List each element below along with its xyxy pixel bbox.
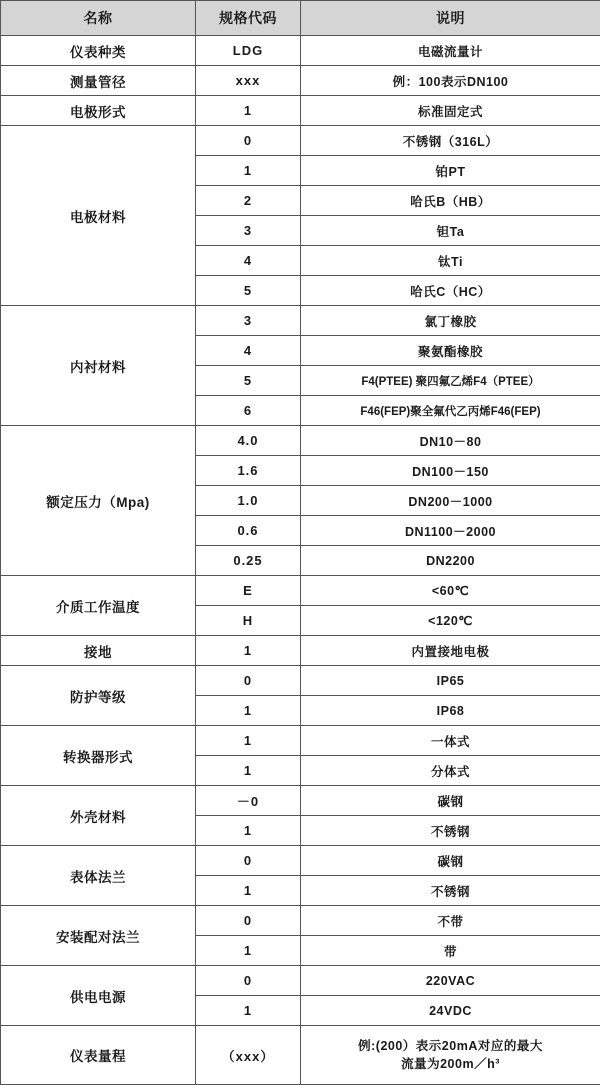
row-code: 5 bbox=[196, 276, 301, 306]
row-description: 标准固定式 bbox=[301, 96, 600, 126]
row-code: 0.25 bbox=[196, 546, 301, 576]
row-name: 测量管径 bbox=[1, 66, 196, 96]
row-code: 1 bbox=[196, 876, 301, 906]
row-code: （xxx） bbox=[196, 1026, 301, 1085]
table-row bbox=[1, 846, 600, 876]
row-code: 2 bbox=[196, 186, 301, 216]
row-code: 4 bbox=[196, 336, 301, 366]
table-row bbox=[1, 306, 600, 336]
row-code: LDG bbox=[196, 36, 301, 66]
row-name: 介质工作温度 bbox=[1, 576, 196, 636]
table-row bbox=[1, 576, 600, 606]
row-code: 3 bbox=[196, 306, 301, 336]
row-description: DN10－80 bbox=[301, 426, 600, 456]
row-code: 0 bbox=[196, 966, 301, 996]
row-description: 一体式 bbox=[301, 726, 600, 756]
row-description: <60℃ bbox=[301, 576, 600, 606]
row-description: 24VDC bbox=[301, 996, 600, 1026]
row-description: F46(FEP)聚全氟代乙丙烯F46(FEP) bbox=[301, 396, 600, 426]
row-description: 例：100表示DN100 bbox=[301, 66, 600, 96]
row-name: 供电电源 bbox=[1, 966, 196, 1026]
header-desc: 说明 bbox=[301, 1, 600, 36]
row-description: 哈氏C（HC） bbox=[301, 276, 600, 306]
row-description: 钛Ti bbox=[301, 246, 600, 276]
row-name: 电极材料 bbox=[1, 126, 196, 306]
row-description: 聚氨酯橡胶 bbox=[301, 336, 600, 366]
row-code: －0 bbox=[196, 786, 301, 816]
row-code: 1 bbox=[196, 96, 301, 126]
table-row bbox=[1, 66, 600, 96]
row-description: 不带 bbox=[301, 906, 600, 936]
row-code: 0 bbox=[196, 666, 301, 696]
row-name: 仪表种类 bbox=[1, 36, 196, 66]
row-description: 钽Ta bbox=[301, 216, 600, 246]
row-name: 表体法兰 bbox=[1, 846, 196, 906]
row-code: 1 bbox=[196, 156, 301, 186]
table-body bbox=[1, 36, 600, 1085]
row-description: DN100－150 bbox=[301, 456, 600, 486]
row-description: F4(PTEE) 聚四氟乙烯F4（PTEE） bbox=[301, 366, 600, 396]
row-code: 1 bbox=[196, 696, 301, 726]
row-description: 氯丁橡胶 bbox=[301, 306, 600, 336]
table-row bbox=[1, 966, 600, 996]
table-row bbox=[1, 426, 600, 456]
row-description: IP65 bbox=[301, 666, 600, 696]
row-name: 电极形式 bbox=[1, 96, 196, 126]
row-code: 1 bbox=[196, 726, 301, 756]
table-row bbox=[1, 1026, 600, 1085]
table-row bbox=[1, 96, 600, 126]
row-description: 不锈钢 bbox=[301, 876, 600, 906]
row-name: 接地 bbox=[1, 636, 196, 666]
row-description: 电磁流量计 bbox=[301, 36, 600, 66]
row-description: 碳钢 bbox=[301, 786, 600, 816]
row-description: 例:(200）表示20mA对应的最大 流量为200m／h³ bbox=[301, 1026, 600, 1085]
row-code: 0 bbox=[196, 846, 301, 876]
table-row bbox=[1, 786, 600, 816]
table-header bbox=[1, 1, 600, 36]
header-name: 名称 bbox=[1, 1, 196, 36]
row-description: 铂PT bbox=[301, 156, 600, 186]
row-description: 内置接地电极 bbox=[301, 636, 600, 666]
row-name: 额定压力（Mpa) bbox=[1, 426, 196, 576]
table-row bbox=[1, 36, 600, 66]
row-description: DN1100－2000 bbox=[301, 516, 600, 546]
row-code: 1 bbox=[196, 936, 301, 966]
row-code: 0.6 bbox=[196, 516, 301, 546]
table-row bbox=[1, 726, 600, 756]
header-row bbox=[1, 1, 600, 36]
row-description: IP68 bbox=[301, 696, 600, 726]
row-code: E bbox=[196, 576, 301, 606]
table-row bbox=[1, 126, 600, 156]
table-row bbox=[1, 906, 600, 936]
row-name: 转换器形式 bbox=[1, 726, 196, 786]
table-row bbox=[1, 636, 600, 666]
row-code: 1 bbox=[196, 636, 301, 666]
row-code: 5 bbox=[196, 366, 301, 396]
row-name: 外壳材料 bbox=[1, 786, 196, 846]
row-name: 仪表量程 bbox=[1, 1026, 196, 1085]
row-description: 分体式 bbox=[301, 756, 600, 786]
row-code: 1 bbox=[196, 816, 301, 846]
row-code: 0 bbox=[196, 906, 301, 936]
table-row bbox=[1, 666, 600, 696]
row-code: 0 bbox=[196, 126, 301, 156]
row-name: 安装配对法兰 bbox=[1, 906, 196, 966]
row-description: 碳钢 bbox=[301, 846, 600, 876]
row-code: 6 bbox=[196, 396, 301, 426]
row-description: 不锈钢（316L） bbox=[301, 126, 600, 156]
header-code: 规格代码 bbox=[196, 1, 301, 36]
row-name: 内衬材料 bbox=[1, 306, 196, 426]
row-code: 1 bbox=[196, 996, 301, 1026]
row-description: 哈氏B（HB） bbox=[301, 186, 600, 216]
row-code: 4.0 bbox=[196, 426, 301, 456]
row-description: 带 bbox=[301, 936, 600, 966]
row-code: 1.0 bbox=[196, 486, 301, 516]
row-description: 不锈钢 bbox=[301, 816, 600, 846]
row-code: 4 bbox=[196, 246, 301, 276]
row-code: xxx bbox=[196, 66, 301, 96]
row-code: H bbox=[196, 606, 301, 636]
row-description: <120℃ bbox=[301, 606, 600, 636]
row-name: 防护等级 bbox=[1, 666, 196, 726]
row-description: DN2200 bbox=[301, 546, 600, 576]
row-description: DN200－1000 bbox=[301, 486, 600, 516]
row-code: 1.6 bbox=[196, 456, 301, 486]
row-code: 3 bbox=[196, 216, 301, 246]
row-code: 1 bbox=[196, 756, 301, 786]
row-description: 220VAC bbox=[301, 966, 600, 996]
